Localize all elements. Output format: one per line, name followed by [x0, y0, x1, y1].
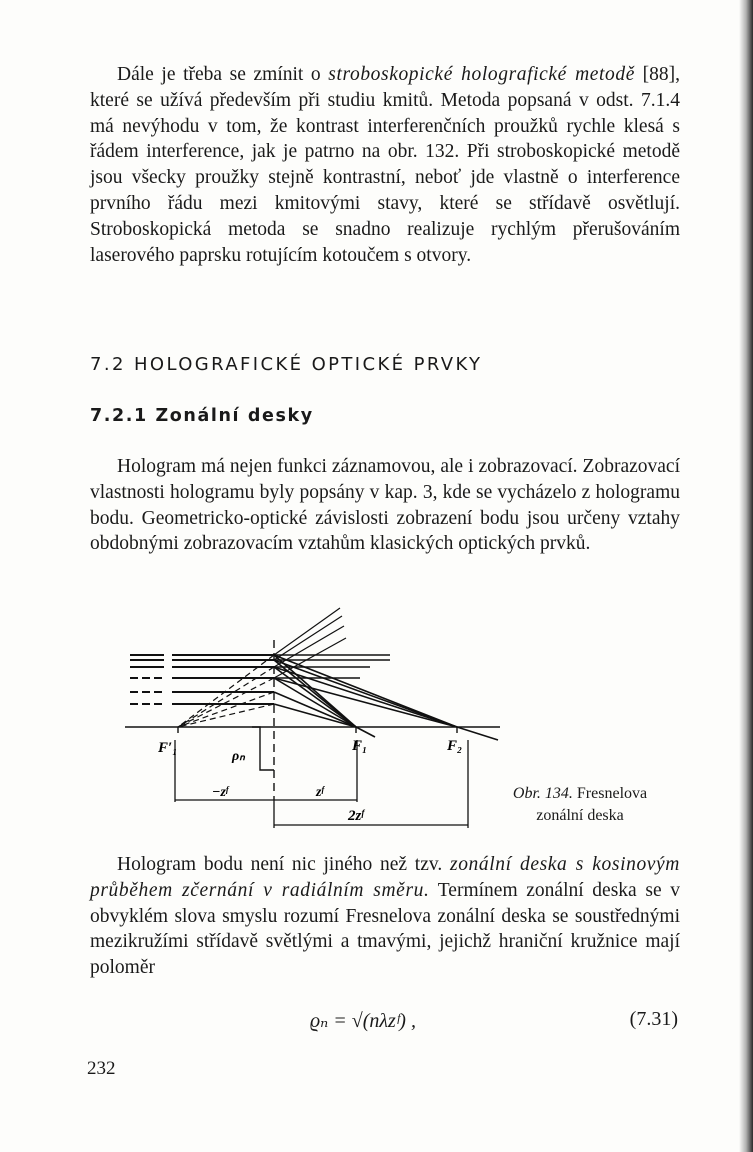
page-edge-shadow — [739, 0, 753, 1152]
paragraph-text: Hologram bodu není nic jiného než tzv. — [117, 854, 450, 875]
caption-text: Fresnelova — [576, 785, 648, 802]
equation-number: (7.31) — [629, 1008, 678, 1030]
emphasized-term: stroboskopické holografické metodě — [328, 64, 636, 85]
label-f2: F₂ — [447, 738, 463, 754]
section-heading: 7.2 HOLOGRAFICKÉ OPTICKÉ PRVKY — [90, 354, 483, 375]
label-neg-zf: −zᶠ — [212, 785, 229, 800]
label-zf: zᶠ — [316, 785, 325, 800]
paragraph-text: Termínem zonální deska se v obvyklém slova smyslu rozumí Fresnelova zonální deska se soustřednými mezikružími střídavě světlými a tmavými, jejichž hraniční kružnice mají poloměr — [90, 879, 680, 979]
caption-text-line2: zonální deska — [536, 807, 624, 824]
paragraph-text: [88], které se užívá především při studiu kmitů. Metoda popsaná v odst. 7.1.4 má nevýhodu v tom, že kontrast interferenčních proužků rychle klesá s řádem interference, jak je patrno na obr. 132. Při stroboskopické metodě jsou všecky proužky stejně kontrastní, neboť jde vlastně o interference prvního řádu mezi kmitovými stavy, které se střídavě osvětlují. Stroboskopická metoda se snadno realizuje rychlým přerušováním laserového paprsku rotujícím kotoučem s otvory. — [90, 64, 680, 266]
paragraph-text: Dále je třeba se zmínit o — [117, 64, 329, 85]
incoming-rays — [130, 655, 274, 704]
label-f1-prime: F′₁ — [158, 740, 178, 756]
emphasized-term: zonální deska s kosinovým průběhem zčernání v radiálním směru. — [90, 854, 680, 901]
page-number: 232 — [87, 1058, 116, 1079]
label-f1: F₁ — [352, 738, 368, 754]
figure-caption — [490, 783, 670, 827]
paragraph-hologram-imaging: Hologram má nejen funkci záznamovou, ale i zobrazovací. Zobrazovací vlastnosti hologramu byly popsány v kap. 3, kde se vycházelo z hologramu bodu. Geometricko-optické závislosti zobrazení bodu jsou určeny vztahy obdobnými zobrazovacím vztahům klasických optických prvků. — [90, 456, 680, 555]
label-rho-n: ρₙ — [232, 749, 245, 764]
subsection-heading: 7.2.1 Zonální desky — [90, 406, 314, 426]
paragraph-zone-plate — [90, 852, 680, 981]
paragraph-stroboscopic-method — [90, 62, 680, 268]
focus-markers — [178, 727, 457, 733]
equation-7-31: ϱₙ = √(nλzᶠ) , — [310, 1010, 416, 1032]
rho-bracket — [252, 727, 274, 770]
label-two-zf: 2zᶠ — [348, 808, 365, 824]
fresnel-zone-plate-figure — [120, 600, 520, 840]
dimension-lines — [175, 740, 468, 828]
figure-number: Obr. 134. — [512, 785, 573, 802]
